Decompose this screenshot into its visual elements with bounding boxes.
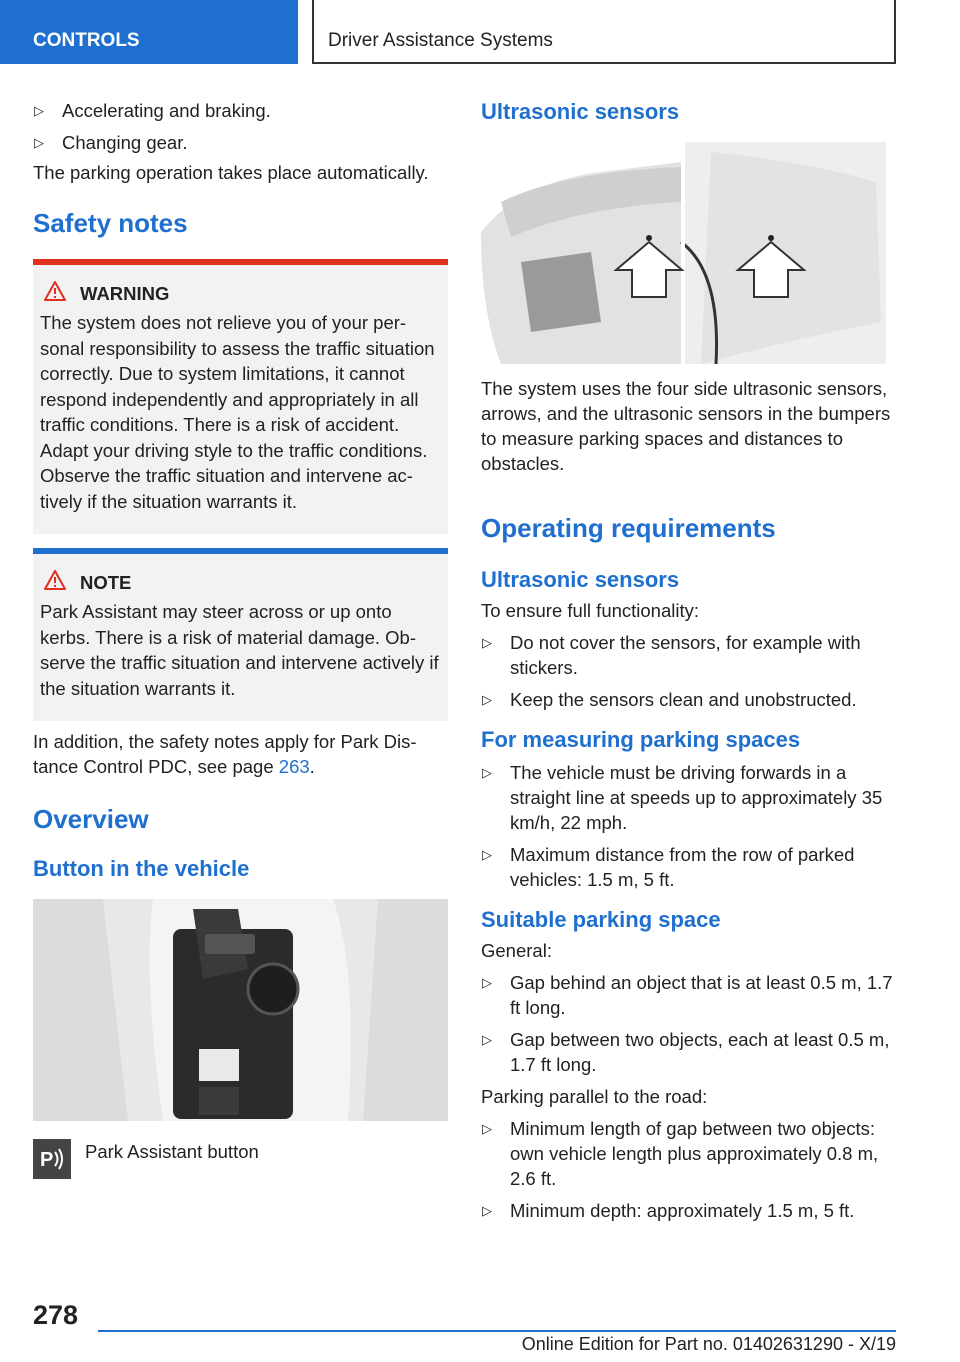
triangle-bullet-icon: ▷ (482, 1203, 492, 1218)
list-item: ▷ Gap between two objects, each at least 0.5 m, 1.7 ft long. (482, 1029, 890, 1075)
note-text: Park Assistant may steer across or up onto kerbs. There is a risk of material damage. Observe the traffic situation and intervene actively if the situation warrants it. (40, 601, 439, 699)
triangle-bullet-icon: ▷ (482, 1121, 492, 1136)
page-number: 278 (33, 1300, 79, 1330)
button-caption-row (33, 1139, 448, 1179)
triangle-bullet-icon: ▷ (482, 692, 492, 707)
list-item: ▷ Keep the sensors clean and unobstructed. (482, 689, 857, 710)
button-caption: Park Assistant button (85, 1141, 259, 1162)
footer-divider (98, 1330, 896, 1332)
list-item: ▷ The vehicle must be driving forwards in a straight line at speeds up to approximately 35 km/h, 22 mph. (482, 762, 883, 833)
sensors-text: The system uses the four side ultrasonic sensors, arrows, and the ultrasonic sensors in the bumpers to measure parking spaces and distances to obstacles. (481, 378, 891, 474)
list-item: ▷ Gap behind an object that is at least 0.5 m, 1.7 ft long. (482, 972, 893, 1018)
list-item: ▷ Accelerating and braking. (34, 100, 271, 121)
warning-box (33, 259, 448, 534)
button-heading: Button in the vehicle (33, 856, 250, 881)
auto-text: The parking operation takes place automatically. (33, 162, 429, 183)
section-tab: CONTROLS (0, 0, 298, 64)
triangle-bullet-icon: ▷ (34, 103, 44, 118)
right-column (481, 98, 896, 1230)
edition-text: Online Edition for Part no. 01402631290 - X/19 (521, 1334, 896, 1354)
addition-text: In addition, the safety notes apply for Park Distance Control PDC, see page 263. (33, 731, 417, 777)
general-list (481, 970, 896, 1077)
list-item: ▷ Maximum distance from the row of parked vehicles: 1.5 m, 5 ft. (482, 844, 855, 890)
warning-triangle-icon (44, 281, 66, 306)
triangle-bullet-icon: ▷ (482, 635, 492, 650)
op-sensors-heading: Ultrasonic sensors (481, 567, 680, 592)
triangle-bullet-icon: ▷ (482, 1032, 492, 1047)
operating-heading: Operating requirements (481, 513, 776, 543)
triangle-bullet-icon: ▷ (34, 135, 44, 150)
overview-heading: Overview (33, 804, 149, 834)
triangle-bullet-icon: ▷ (482, 765, 492, 780)
page-header (0, 0, 960, 66)
warning-text: The system does not relieve you of your personal responsibility to assess the traffic situation correctly. Due to system limitations, it cannot respond independently and appropriately in all traffic conditions. There is a risk of accident. Adapt your driving style to the traffic conditions. Observe the traffic situation and intervene actively if the situation warrants it. (40, 312, 435, 512)
measuring-list (481, 760, 896, 892)
list-item: ▷ Do not cover the sensors, for example with stickers. (482, 632, 861, 678)
park-assist-icon (33, 1139, 71, 1179)
left-column (33, 98, 448, 1179)
op-sensors-intro: To ensure full functionality: (481, 600, 700, 621)
measuring-heading: For measuring parking spaces (481, 727, 801, 752)
list-item: ▷ Minimum depth: approximately 1.5 m, 5 ft. (482, 1200, 855, 1221)
ultrasonic-heading: Ultrasonic sensors (481, 99, 680, 124)
svg-text:P: P (40, 1149, 54, 1171)
list-item: ▷ Changing gear. (34, 132, 188, 153)
note-triangle-icon (44, 570, 66, 595)
parallel-label: Parking parallel to the road: (481, 1086, 708, 1107)
ultrasonic-sensors-photo (481, 142, 886, 364)
suitable-heading: Suitable parking space (481, 907, 721, 932)
bullet-list-top (33, 98, 448, 155)
page-link[interactable]: 263 (278, 756, 310, 777)
safety-heading: Safety notes (33, 208, 188, 238)
center-console-photo (33, 899, 448, 1121)
general-label: General: (481, 940, 552, 961)
chapter-title: Driver Assistance Systems (312, 0, 896, 64)
list-item: ▷ Minimum length of gap between two objects: own vehicle length plus approximately 0.8 m, 2.6 ft. (482, 1118, 879, 1189)
triangle-bullet-icon: ▷ (482, 975, 492, 990)
note-box (33, 548, 448, 721)
warning-label: WARNING (80, 282, 170, 304)
parallel-list (481, 1116, 896, 1223)
op-sensors-list (481, 630, 896, 712)
triangle-bullet-icon: ▷ (482, 847, 492, 862)
note-label: NOTE (80, 571, 132, 593)
